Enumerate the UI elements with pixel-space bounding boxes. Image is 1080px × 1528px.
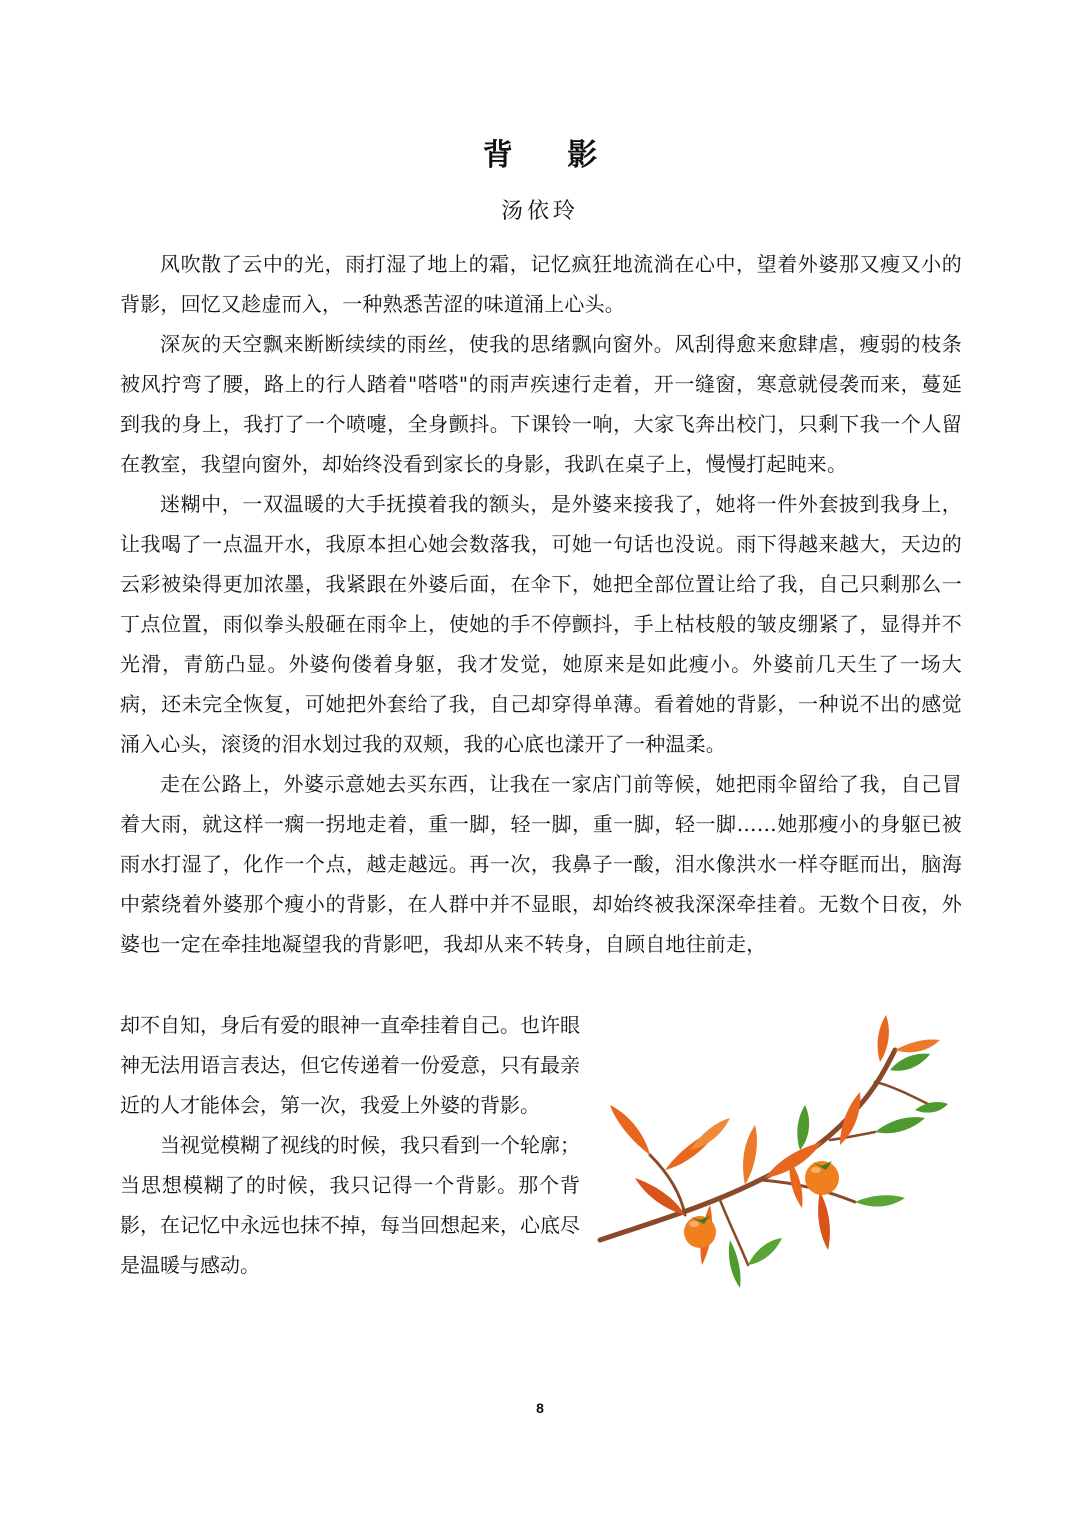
author-name: 汤依玲: [500, 199, 579, 224]
article-body-narrow: [120, 1005, 580, 1285]
persimmon-branch-icon: [590, 1010, 950, 1300]
paragraph-5: 当视觉模糊了视线的时候，我只看到一个轮廓；当思想模糊了的时候，我只记得一个背影。那个背影，在记忆中永远也抹不掉，每当回想起来，心底尽是温暖与感动。: [120, 1133, 580, 1277]
paragraph-2: 深灰的天空飘来断断续续的雨丝，使我的思绪飘向窗外。风刮得愈来愈肆虐，瘦弱的枝条被风拧弯了腰，路上的行人踏着"嗒嗒"的雨声疾速行走着，开一缝窗，寒意就侵袭而来，蔓延到我的身上，我打了一个喷嚏，全身颤抖。下课铃一响，大家飞奔出校门，只剩下我一个人留在教室，我望向窗外，却始终没看到家长的身影，我趴在桌子上，慢慢打起盹来。: [120, 332, 962, 476]
paragraph-4: 走在公路上，外婆示意她去买东西，让我在一家店门前等候，她把雨伞留给了我，自己冒着大雨，就这样一瘸一拐地走着，重一脚，轻一脚，重一脚，轻一脚……她那瘦小的身躯已被雨水打湿了，化作一个点，越走越远。再一次，我鼻子一酸，泪水像洪水一样夺眶而出，脑海中萦绕着外婆那个瘦小的背影，在人群中并不显眼，却始终被我深深牵挂着。无数个日夜，外婆也一定在牵挂地凝望我的背影吧，我却从来不转身，自顾自地往前走，: [120, 772, 962, 956]
article-body: [120, 244, 962, 964]
page-title: 背 影: [482, 138, 620, 173]
paragraph-4-continued: 却不自知，身后有爱的眼神一直牵挂着自己。也许眼神无法用语言表达，但它传递着一份爱意，只有最亲近的人才能体会，第一次，我爱上外婆的背影。: [120, 1013, 580, 1117]
paragraph-1: 风吹散了云中的光，雨打湿了地上的霜，记忆疯狂地流淌在心中，望着外婆那又瘦又小的背影，回忆又趁虚而入，一种熟悉苦涩的味道涌上心头。: [120, 252, 962, 316]
page-number: 8: [536, 1400, 544, 1416]
paragraph-3: 迷糊中，一双温暖的大手抚摸着我的额头，是外婆来接我了，她将一件外套披到我身上，让我喝了一点温开水，我原本担心她会数落我，可她一句话也没说。雨下得越来越大，天边的云彩被染得更加浓墨，我紧跟在外婆后面，在伞下，她把全部位置让给了我，自己只剩那么一丁点位置，雨似拳头般砸在雨伞上，使她的手不停颤抖，手上枯枝般的皱皮绷紧了，显得并不光滑，青筋凸显。外婆佝偻着身躯，我才发觉，她原来是如此瘦小。外婆前几天生了一场大病，还未完全恢复，可她把外套给了我，自己却穿得单薄。看着她的背影，一种说不出的感觉涌入心头，滚烫的泪水划过我的双颊，我的心底也漾开了一种温柔。: [120, 492, 962, 756]
